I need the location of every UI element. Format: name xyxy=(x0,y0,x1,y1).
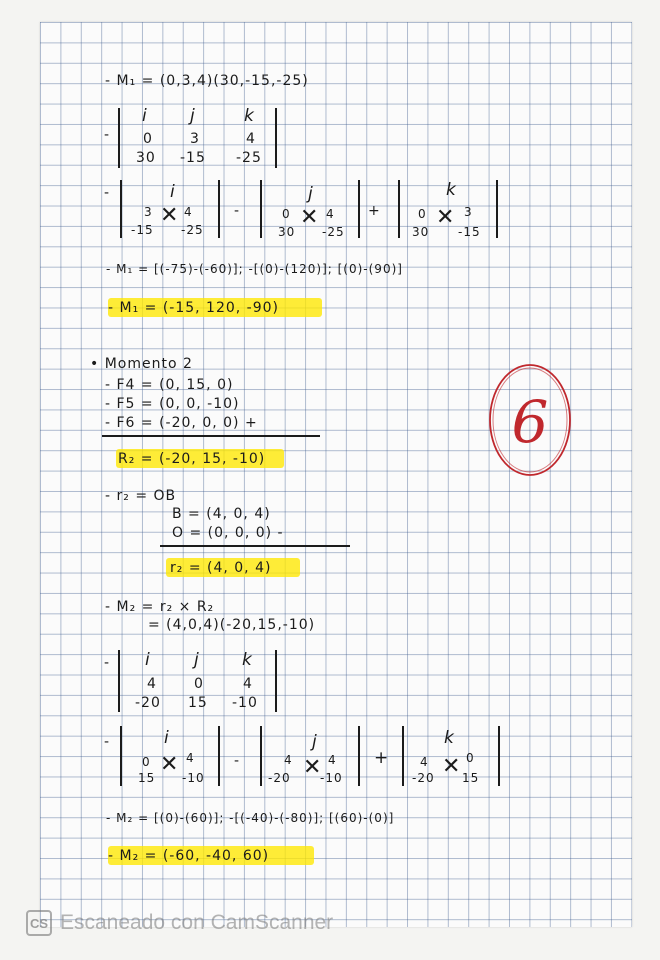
det1-right-bar xyxy=(275,108,277,168)
det1-r1c2: 3 xyxy=(190,131,200,147)
minor1j-d: -25 xyxy=(322,225,345,239)
minor2i-a: 0 xyxy=(142,755,151,769)
m1-expansion: - M₁ = [(-75)-(-60)]; -[(0)-(120)]; [(0)-(90)] xyxy=(106,262,403,276)
minor2j-top: j xyxy=(312,732,318,752)
grade-mark xyxy=(485,360,575,484)
det1-dash: - xyxy=(104,127,111,143)
minor2i-c: 15 xyxy=(138,771,156,785)
det1-r2c2: -15 xyxy=(180,150,206,166)
force-f6: - F6 = (-20, 0, 0) + xyxy=(105,415,258,431)
minor2k-left-bar xyxy=(402,726,404,786)
m1-result: - M₁ = (-15, 120, -90) xyxy=(108,300,280,316)
minor1i-cross-icon: ✕ xyxy=(160,203,179,228)
det2-right-bar xyxy=(275,650,277,712)
M2-substitution: = (4,0,4)(-20,15,-10) xyxy=(148,617,316,633)
resultant-R2: R₂ = (-20, 15, -10) xyxy=(118,451,266,467)
minor1j-right-bar xyxy=(358,180,360,238)
det1-i: i xyxy=(142,106,148,126)
force-f5: - F5 = (0, 0, -10) xyxy=(105,396,240,412)
r2-definition: - r₂ = OB xyxy=(105,488,177,504)
sum-line-2 xyxy=(160,545,350,547)
force-f4: - F4 = (0, 15, 0) xyxy=(105,377,234,393)
minor2k-b: 0 xyxy=(466,751,475,765)
minor1k-c: 30 xyxy=(412,225,430,239)
m1-definition: - M₁ = (0,3,4)(30,-15,-25) xyxy=(105,73,309,89)
grade-value: 6 xyxy=(511,388,549,456)
momento-2-heading: • Momento 2 xyxy=(90,356,193,372)
m2-result: - M₂ = (-60, -40, 60) xyxy=(108,848,270,864)
grade-circle-icon xyxy=(485,360,575,480)
minors1-plus: + xyxy=(368,203,381,219)
watermark-text: Escaneado con CamScanner xyxy=(60,911,334,934)
det1-j: j xyxy=(190,106,196,126)
minor1j-c: 30 xyxy=(278,225,296,239)
minor2j-right-bar xyxy=(358,726,360,786)
camscanner-logo-icon: CS xyxy=(26,910,52,936)
minor2j-cross-icon: ✕ xyxy=(303,755,322,780)
minor1k-right-bar xyxy=(496,180,498,238)
minor2k-right-bar xyxy=(498,726,500,786)
minors1-dash: - xyxy=(104,185,111,201)
m2-expansion: - M₂ = [(0)-(60)]; -[(-40)-(-80)]; [(60)-(0)] xyxy=(106,811,395,825)
minors1-minus: - xyxy=(234,203,241,219)
minor1j-top: j xyxy=(308,184,314,204)
minor1k-top: k xyxy=(446,180,457,200)
minor1k-d: -15 xyxy=(458,225,481,239)
minor1j-left-bar xyxy=(260,180,262,238)
minor2k-c: -20 xyxy=(412,771,435,785)
minor2i-d: -10 xyxy=(182,771,205,785)
minor1i-left-bar xyxy=(120,180,122,238)
minor2j-left-bar xyxy=(260,726,262,786)
minor2j-b: 4 xyxy=(328,753,337,767)
scanner-watermark xyxy=(26,910,333,936)
det2-r1c3: 4 xyxy=(243,676,253,692)
det2-j: j xyxy=(194,650,200,670)
minor1i-b: 4 xyxy=(184,205,193,219)
minor1i-top: i xyxy=(170,182,176,202)
minor1i-d: -25 xyxy=(181,223,204,237)
det1-k: k xyxy=(244,106,255,126)
det1-r1c3: 4 xyxy=(246,131,256,147)
minor2i-left-bar xyxy=(120,726,122,786)
minor1i-c: -15 xyxy=(131,223,154,237)
det2-k: k xyxy=(242,650,253,670)
minor2k-top: k xyxy=(444,728,455,748)
minor1k-b: 3 xyxy=(464,205,473,219)
minor2j-a: 4 xyxy=(284,753,293,767)
det2-r2c1: -20 xyxy=(135,695,161,711)
minor2i-cross-icon: ✕ xyxy=(160,752,179,777)
minor2j-c: -20 xyxy=(268,771,291,785)
det2-dash: - xyxy=(104,655,111,671)
M2-definition: - M₂ = r₂ × R₂ xyxy=(105,599,215,615)
minors2-dash: - xyxy=(104,734,111,750)
minors2-plus: + xyxy=(374,748,390,768)
minors2-minus: - xyxy=(234,753,241,769)
minor1i-right-bar xyxy=(218,180,220,238)
minor1i-a: 3 xyxy=(144,205,153,219)
minor2i-right-bar xyxy=(218,726,220,786)
det1-r2c1: 30 xyxy=(136,150,156,166)
minor2j-d: -10 xyxy=(320,771,343,785)
det1-r2c3: -25 xyxy=(236,150,262,166)
sum-line-1 xyxy=(102,435,320,437)
minor2i-top: i xyxy=(164,728,170,748)
point-O: O = (0, 0, 0) - xyxy=(172,525,284,541)
point-B: B = (4, 0, 4) xyxy=(172,506,271,522)
det2-left-bar xyxy=(118,650,120,712)
det1-left-bar xyxy=(118,108,120,168)
minor2k-cross-icon: ✕ xyxy=(442,754,461,779)
minor2k-a: 4 xyxy=(420,755,429,769)
det2-r2c2: 15 xyxy=(188,695,208,711)
minor2i-b: 4 xyxy=(186,751,195,765)
minor2k-d: 15 xyxy=(462,771,480,785)
minor1j-cross-icon: ✕ xyxy=(300,205,319,230)
minor1k-left-bar xyxy=(398,180,400,238)
position-r2: r₂ = (4, 0, 4) xyxy=(170,560,272,576)
det2-r1c1: 4 xyxy=(147,676,157,692)
det2-i: i xyxy=(145,650,151,670)
det2-r1c2: 0 xyxy=(194,676,204,692)
minor1j-a: 0 xyxy=(282,207,291,221)
det1-r1c1: 0 xyxy=(143,131,153,147)
minor1k-cross-icon: ✕ xyxy=(436,205,455,230)
minor1k-a: 0 xyxy=(418,207,427,221)
minor1j-b: 4 xyxy=(326,207,335,221)
det2-r2c3: -10 xyxy=(232,695,258,711)
